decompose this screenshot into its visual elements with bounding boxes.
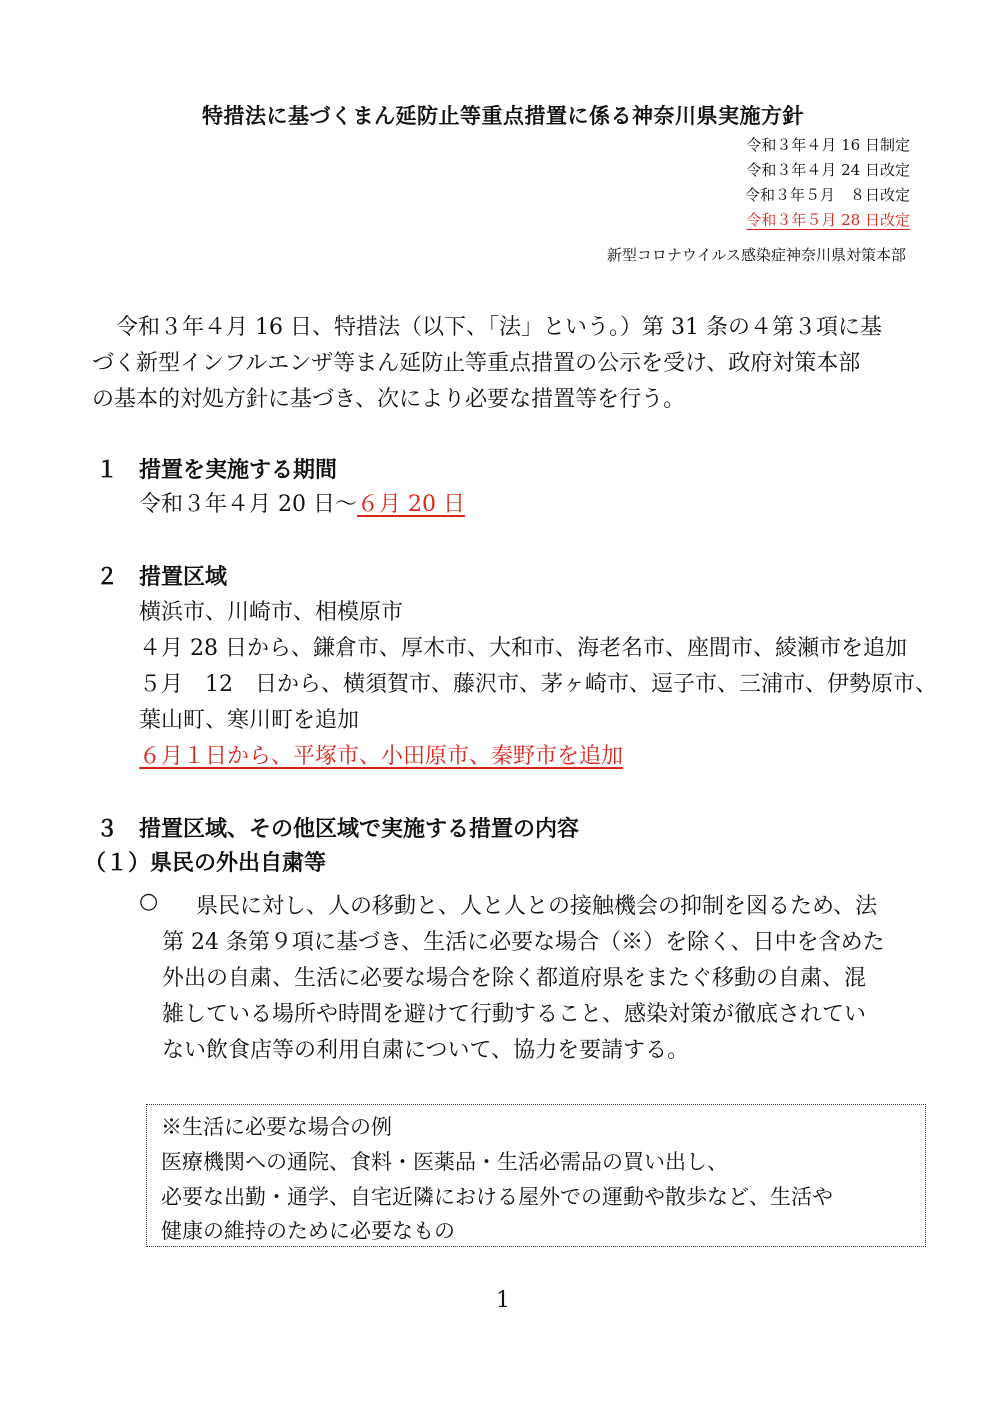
- measure-line-4: 雑している場所や時間を避けて行動すること、感染対策が徹底されてい: [162, 1002, 867, 1027]
- intro-line-2: づく新型インフルエンザ等まん延防止等重点措置の公示を受け、政府対策本部: [92, 351, 861, 376]
- section-3-heading: 措置区域、その他区域で実施する措置の内容: [139, 817, 580, 842]
- note-line-2: 医療機関への通院、食料・医薬品・生活必需品の買い出し、: [161, 1150, 728, 1174]
- date-revised-3: 令和３年５月 28 日改定: [746, 211, 910, 229]
- area-line-1: 横浜市、川崎市、相模原市: [139, 600, 404, 625]
- note-line-1: ※生活に必要な場合の例: [161, 1115, 392, 1139]
- section-3-number: ３: [96, 817, 119, 842]
- section-1-period: [139, 487, 465, 518]
- period-start: 令和３年４月 20 日～: [139, 492, 357, 517]
- measure-line-2: 第 24 条第９項に基づき、生活に必要な場合（※）を除く、日中を含めた: [162, 930, 885, 955]
- area-line-added: ６月１日から、平塚市、小田原市、秦野市を追加: [139, 744, 624, 769]
- period-end: ６月 20 日: [356, 492, 465, 517]
- intro-line-1: 令和３年４月 16 日、特措法（以下、「法」という。）第 31 条の４第３項に基: [116, 315, 882, 340]
- measure-line-1: 県民に対し、人の移動と、人と人との接触機会の抑制を図るため、法: [196, 894, 878, 919]
- section-1-number: １: [96, 458, 119, 483]
- note-line-3: 必要な出勤・通学、自宅近隣における屋外での運動や散歩など、生活や: [161, 1185, 833, 1209]
- page-title: 特措法に基づくまん延防止等重点措置に係る神奈川県実施方針: [202, 104, 804, 128]
- bullet-icon: ○: [139, 889, 159, 914]
- section-1-heading: 措置を実施する期間: [139, 458, 338, 483]
- intro-line-3: の基本的対処方針に基づき、次により必要な措置等を行う。: [92, 387, 686, 412]
- measure-line-5: ない飲食店等の利用自粛について、協力を要請する。: [162, 1038, 690, 1063]
- area-line-4: 葉山町、寒川町を追加: [139, 708, 360, 733]
- section-2-number: ２: [96, 565, 119, 590]
- measure-line-3: 外出の自粛、生活に必要な場合を除く都道府県をまたぐ移動の自粛、混: [162, 966, 867, 991]
- note-box: [146, 1104, 926, 1247]
- date-revised-2: 令和３年５月 ８日改定: [744, 186, 910, 204]
- date-enacted: 令和３年４月 16 日制定: [746, 136, 910, 154]
- area-line-2: ４月 28 日から、鎌倉市、厚木市、大和市、海老名市、座間市、綾瀬市を追加: [139, 636, 907, 661]
- note-line-4: 健康の維持のために必要なもの: [161, 1219, 455, 1243]
- headquarters-name: 新型コロナウイルス感染症神奈川県対策本部: [606, 246, 906, 264]
- date-revised-1: 令和３年４月 24 日改定: [746, 161, 910, 179]
- subsection-1-label: （１）県民の外出自粛等: [84, 851, 327, 876]
- section-2-heading: 措置区域: [139, 565, 228, 590]
- area-line-3: ５月 12 日から、横須賀市、藤沢市、茅ヶ崎市、逗子市、三浦市、伊勢原市、: [139, 672, 937, 697]
- page-number: 1: [496, 1288, 510, 1313]
